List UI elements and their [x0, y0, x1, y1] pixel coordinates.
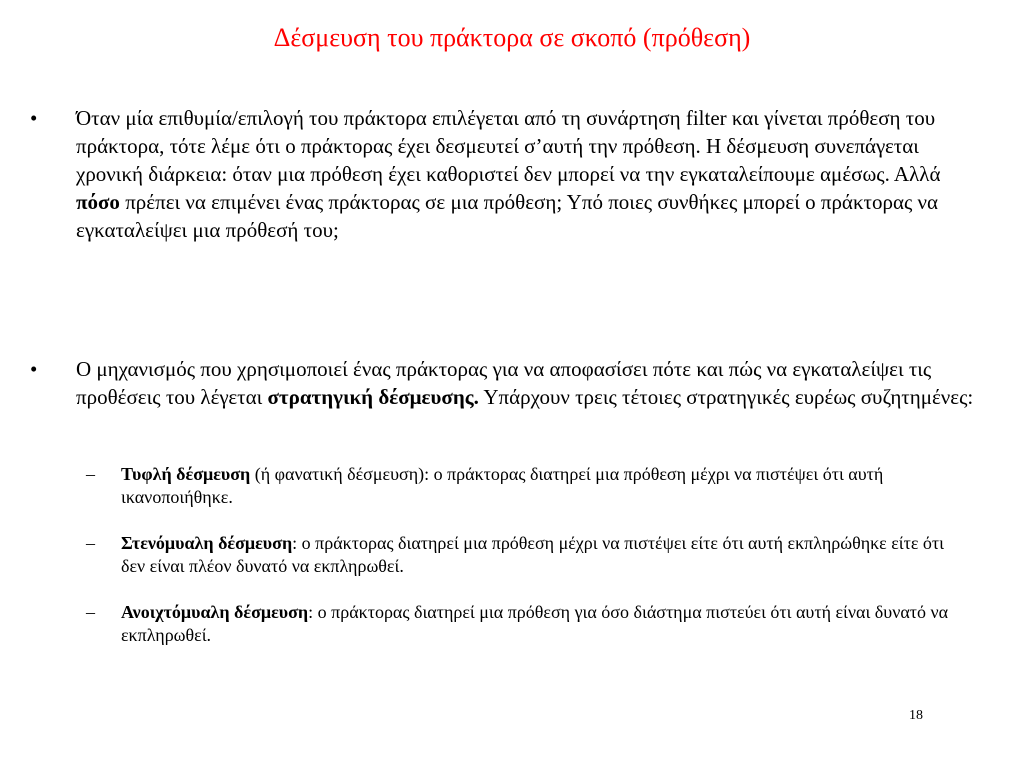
bullet-bold-term: πόσο	[76, 190, 120, 214]
sub-item-open-minded-commitment	[86, 601, 966, 647]
sub-item-single-minded-commitment	[86, 532, 966, 578]
sub-item-blind-commitment	[86, 463, 966, 509]
bullet-item-commitment	[30, 104, 980, 244]
bullet-text	[76, 355, 980, 411]
sub-item-description: (ή φανατική δέσμευση): ο πράκτορας διατηρεί μια πρόθεση μέχρι να πιστέψει ότι αυτή ικανοποιήθηκε.	[121, 464, 884, 507]
sub-item-text	[121, 532, 966, 578]
bullet-text-part: Υπάρχουν τρεις τέτοιες στρατηγικές ευρέως συζητημένες:	[478, 385, 974, 409]
bullet-text-part: Ο μηχανισμός που χρησιμοποιεί ένας πράκτορας για να αποφασίσει πότε και πώς να εγκαταλείψει τις προθέσεις του λέγεται	[76, 357, 932, 409]
sub-item-bold-term: Στενόμυαλη δέσμευση	[121, 533, 293, 553]
sub-item-text	[121, 463, 966, 509]
slide-title: Δέσμευση του πράκτορα σε σκοπό (πρόθεση)	[273, 23, 751, 52]
bullet-text-part: Όταν μία επιθυμία/επιλογή του πράκτορα επιλέγεται από τη συνάρτηση filter και γίνεται πρόθεση του πράκτορα, τότε λέμε ότι ο πράκτορας έχει δεσμευτεί σ’αυτή την πρόθεση. Η δέσμευση συνεπάγεται χρονική διάρκεια: όταν μια πρόθεση έχει καθοριστεί δεν μπορεί να την εγκαταλείπουμε αμέσως. Αλλά	[76, 106, 941, 186]
sub-item-marker: –	[86, 533, 95, 553]
sub-item-description: : ο πράκτορας διατηρεί μια πρόθεση μέχρι να πιστέψει είτε ότι αυτή εκπληρώθηκε είτε ότι δεν είναι πλέον δυνατό να εκπληρωθεί.	[121, 533, 945, 576]
bullet-bold-term: στρατηγική δέσμευσης.	[267, 385, 479, 409]
bullet-text	[76, 104, 980, 244]
strategy-sub-list	[86, 463, 966, 670]
sub-item-text	[121, 601, 966, 647]
bullet-text-part: πρέπει να επιμένει ένας πράκτορας σε μια πρόθεση; Υπό ποιες συνθήκες μπορεί ο πράκτορας να εγκαταλείψει μια πρόθεσή του;	[76, 190, 939, 242]
sub-item-marker: –	[86, 602, 95, 622]
bullet-marker: •	[30, 106, 38, 130]
page-number: 18	[909, 708, 923, 723]
sub-item-bold-term: Ανοιχτόμυαλη δέσμευση	[121, 602, 309, 622]
bullet-marker: •	[30, 357, 38, 381]
sub-item-bold-term: Τυφλή δέσμευση	[121, 464, 251, 484]
bullet-item-strategy	[30, 355, 980, 411]
sub-item-description: : ο πράκτορας διατηρεί μια πρόθεση για όσο διάστημα πιστεύει ότι αυτή είναι δυνατό να εκπληρωθεί.	[121, 602, 949, 645]
sub-item-marker: –	[86, 464, 95, 484]
